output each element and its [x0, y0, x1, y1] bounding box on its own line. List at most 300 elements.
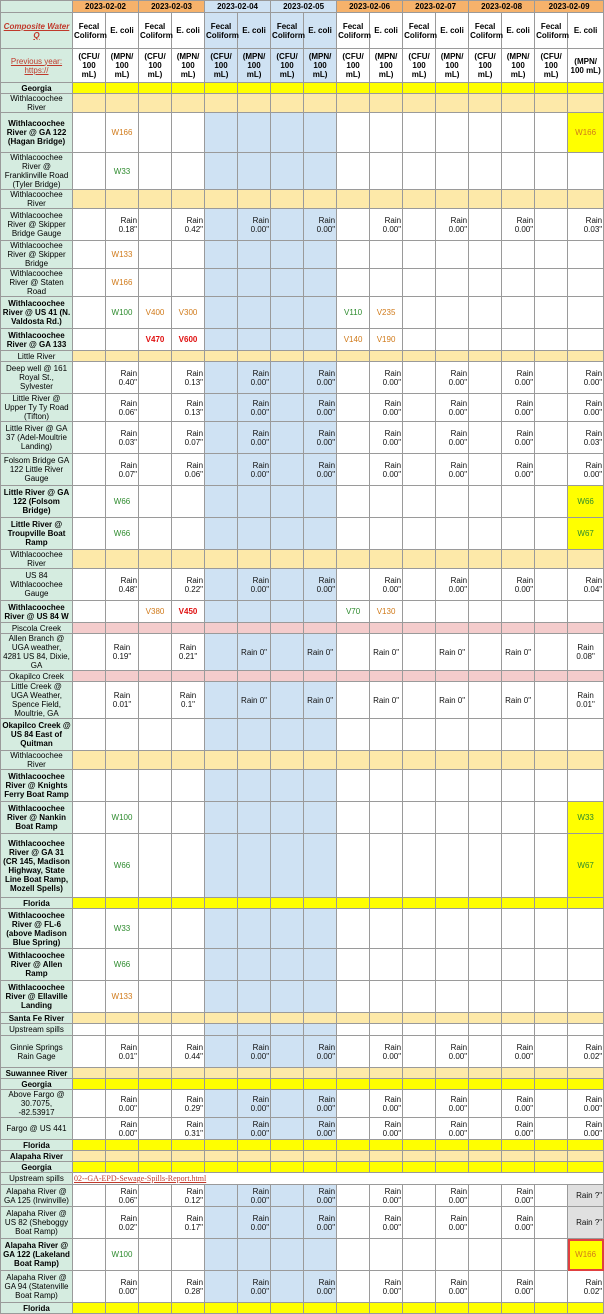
rain-cell[interactable]: Rain 0.00": [304, 1036, 337, 1068]
site-label[interactable]: Okapilco Creek @ US 84 East of Quitman: [1, 719, 73, 751]
data-cell[interactable]: [370, 1013, 403, 1024]
data-cell[interactable]: [205, 351, 238, 362]
data-cell[interactable]: [370, 1068, 403, 1079]
rain-cell[interactable]: Rain 0.00": [238, 362, 271, 394]
rain-cell[interactable]: Rain 0.03": [106, 422, 139, 454]
data-cell[interactable]: [271, 601, 304, 623]
data-cell[interactable]: [238, 1151, 271, 1162]
data-cell[interactable]: [271, 209, 304, 241]
data-cell[interactable]: [403, 671, 436, 682]
rain-cell[interactable]: Rain 0.00": [106, 1090, 139, 1118]
site-label[interactable]: Fargo @ US 441: [1, 1118, 73, 1140]
data-cell[interactable]: [172, 113, 205, 153]
data-cell[interactable]: [139, 1068, 172, 1079]
data-cell[interactable]: [568, 909, 604, 949]
data-cell[interactable]: [271, 981, 304, 1013]
data-cell[interactable]: [73, 422, 106, 454]
site-label[interactable]: Withlacoochee River @ FL-6 (above Madison Blue Spring): [1, 909, 73, 949]
data-cell[interactable]: [469, 671, 502, 682]
data-cell[interactable]: [172, 190, 205, 209]
site-label[interactable]: Allen Branch @ UGA weather, 4281 US 84, Dixie, GA: [1, 634, 73, 671]
data-cell[interactable]: [172, 898, 205, 909]
data-cell[interactable]: [139, 550, 172, 569]
data-cell[interactable]: [139, 209, 172, 241]
data-cell[interactable]: [337, 1271, 370, 1303]
data-cell[interactable]: [304, 190, 337, 209]
data-cell[interactable]: [271, 1151, 304, 1162]
units-header[interactable]: (CFU/ 100 mL): [139, 49, 172, 83]
data-cell[interactable]: [73, 209, 106, 241]
rain-cell[interactable]: Rain 0": [304, 634, 337, 671]
data-cell[interactable]: [403, 981, 436, 1013]
rain-cell[interactable]: Rain 0.00": [502, 362, 535, 394]
measurement-cell[interactable]: W66: [568, 486, 604, 518]
data-cell[interactable]: [73, 550, 106, 569]
previous-year-link[interactable]: [1, 49, 73, 83]
section-label[interactable]: Little River: [1, 351, 73, 362]
data-cell[interactable]: [403, 550, 436, 569]
data-cell[interactable]: [403, 83, 436, 94]
data-cell[interactable]: [205, 1068, 238, 1079]
data-cell[interactable]: [205, 1079, 238, 1090]
rain-cell[interactable]: Rain 0.00": [370, 454, 403, 486]
data-cell[interactable]: [271, 671, 304, 682]
data-cell[interactable]: [535, 362, 568, 394]
data-cell[interactable]: [469, 83, 502, 94]
data-cell[interactable]: [172, 351, 205, 362]
data-cell[interactable]: [469, 1140, 502, 1151]
data-cell[interactable]: [139, 1151, 172, 1162]
data-cell[interactable]: [403, 682, 436, 719]
data-cell[interactable]: [73, 454, 106, 486]
data-cell[interactable]: [139, 153, 172, 190]
data-cell[interactable]: [370, 113, 403, 153]
units-header[interactable]: (MPN/ 100 mL): [304, 49, 337, 83]
data-cell[interactable]: [568, 770, 604, 802]
rain-cell[interactable]: Rain 0.01": [568, 682, 604, 719]
data-cell[interactable]: [502, 1239, 535, 1271]
rain-cell[interactable]: Rain 0.00": [238, 394, 271, 422]
data-cell[interactable]: [469, 190, 502, 209]
date-header[interactable]: 2023-02-03: [139, 1, 205, 13]
data-cell[interactable]: [370, 751, 403, 770]
data-cell[interactable]: [502, 1013, 535, 1024]
data-cell[interactable]: [205, 113, 238, 153]
data-cell[interactable]: [73, 190, 106, 209]
site-label[interactable]: Alapaha River @ GA 94 (Statenville Boat Ramp): [1, 1271, 73, 1303]
site-label[interactable]: Withlacoochee River @ US 41 (N. Valdosta Rd.): [1, 297, 73, 329]
rain-cell[interactable]: Rain 0.00": [502, 454, 535, 486]
rain-cell[interactable]: Rain 0.00": [370, 1207, 403, 1239]
data-cell[interactable]: [502, 351, 535, 362]
data-cell[interactable]: [205, 1118, 238, 1140]
data-cell[interactable]: [469, 486, 502, 518]
data-cell[interactable]: [469, 153, 502, 190]
data-cell[interactable]: [139, 802, 172, 834]
units-header[interactable]: (CFU/ 100 mL): [73, 49, 106, 83]
data-cell[interactable]: [337, 486, 370, 518]
data-cell[interactable]: [337, 94, 370, 113]
data-cell[interactable]: [271, 94, 304, 113]
data-cell[interactable]: [304, 1013, 337, 1024]
measurement-cell[interactable]: V190: [370, 329, 403, 351]
data-cell[interactable]: [304, 719, 337, 751]
data-cell[interactable]: [172, 719, 205, 751]
data-cell[interactable]: [535, 719, 568, 751]
data-cell[interactable]: [73, 1271, 106, 1303]
data-cell[interactable]: [205, 834, 238, 898]
rain-cell[interactable]: Rain 0.00": [568, 1090, 604, 1118]
data-cell[interactable]: [337, 1090, 370, 1118]
data-cell[interactable]: [436, 981, 469, 1013]
data-cell[interactable]: [304, 1162, 337, 1173]
rain-cell[interactable]: Rain 0": [436, 682, 469, 719]
site-label[interactable]: Little River @ Upper Ty Ty Road (Tifton): [1, 394, 73, 422]
rain-cell[interactable]: Rain 0.00": [436, 209, 469, 241]
units-header[interactable]: (MPN/ 100 mL): [502, 49, 535, 83]
data-cell[interactable]: [337, 834, 370, 898]
rain-cell[interactable]: Rain 0.28": [172, 1271, 205, 1303]
data-cell[interactable]: [370, 518, 403, 550]
data-cell[interactable]: [271, 241, 304, 269]
data-cell[interactable]: [238, 834, 271, 898]
rain-cell[interactable]: Rain 0.00": [436, 422, 469, 454]
data-cell[interactable]: [205, 1140, 238, 1151]
data-cell[interactable]: [337, 362, 370, 394]
data-cell[interactable]: [271, 83, 304, 94]
data-cell[interactable]: [139, 1185, 172, 1207]
data-cell[interactable]: [106, 1140, 139, 1151]
data-cell[interactable]: [139, 1118, 172, 1140]
data-cell[interactable]: [469, 834, 502, 898]
data-cell[interactable]: [403, 1079, 436, 1090]
data-cell[interactable]: [238, 190, 271, 209]
data-cell[interactable]: [238, 153, 271, 190]
data-cell[interactable]: [106, 83, 139, 94]
data-cell[interactable]: [271, 1068, 304, 1079]
measurement-cell[interactable]: V380: [139, 601, 172, 623]
data-cell[interactable]: [370, 1239, 403, 1271]
data-cell[interactable]: [535, 671, 568, 682]
data-cell[interactable]: [370, 949, 403, 981]
data-cell[interactable]: [172, 751, 205, 770]
data-cell[interactable]: [139, 83, 172, 94]
rain-cell[interactable]: Rain 0.00": [370, 1090, 403, 1118]
data-cell[interactable]: [139, 719, 172, 751]
data-cell[interactable]: [568, 329, 604, 351]
data-cell[interactable]: [502, 623, 535, 634]
data-cell[interactable]: [535, 422, 568, 454]
rain-cell[interactable]: Rain 0.00": [106, 1271, 139, 1303]
data-cell[interactable]: [73, 770, 106, 802]
data-cell[interactable]: [403, 94, 436, 113]
rain-cell[interactable]: Rain 0.02": [106, 1207, 139, 1239]
data-cell[interactable]: [337, 454, 370, 486]
data-cell[interactable]: [403, 1271, 436, 1303]
data-cell[interactable]: [139, 190, 172, 209]
data-cell[interactable]: [271, 351, 304, 362]
data-cell[interactable]: [403, 1024, 436, 1036]
data-cell[interactable]: [535, 1079, 568, 1090]
data-cell[interactable]: [403, 518, 436, 550]
rain-cell[interactable]: Rain 0.13": [172, 394, 205, 422]
data-cell[interactable]: [205, 550, 238, 569]
data-cell[interactable]: [205, 518, 238, 550]
data-cell[interactable]: [535, 486, 568, 518]
data-cell[interactable]: [469, 770, 502, 802]
data-cell[interactable]: [535, 153, 568, 190]
site-label[interactable]: Little River @ Troupville Boat Ramp: [1, 518, 73, 550]
data-cell[interactable]: [139, 486, 172, 518]
data-cell[interactable]: [469, 909, 502, 949]
data-cell[interactable]: [337, 1303, 370, 1314]
data-cell[interactable]: [205, 898, 238, 909]
data-cell[interactable]: [271, 1140, 304, 1151]
data-cell[interactable]: [502, 1140, 535, 1151]
rain-cell[interactable]: Rain 0.29": [172, 1090, 205, 1118]
data-cell[interactable]: [205, 94, 238, 113]
data-cell[interactable]: [205, 362, 238, 394]
data-cell[interactable]: [436, 486, 469, 518]
data-cell[interactable]: [205, 719, 238, 751]
units-header[interactable]: (MPN/ 100 mL): [370, 49, 403, 83]
data-cell[interactable]: [469, 1151, 502, 1162]
data-cell[interactable]: [436, 751, 469, 770]
data-cell[interactable]: [73, 297, 106, 329]
data-cell[interactable]: [238, 1013, 271, 1024]
data-cell[interactable]: [436, 898, 469, 909]
data-cell[interactable]: [502, 83, 535, 94]
data-cell[interactable]: [304, 1024, 337, 1036]
rain-cell[interactable]: Rain 0.00": [238, 454, 271, 486]
rain-cell[interactable]: Rain 0.00": [238, 1090, 271, 1118]
rain-cell[interactable]: Rain 0.00": [502, 422, 535, 454]
data-cell[interactable]: [205, 394, 238, 422]
data-cell[interactable]: [535, 113, 568, 153]
data-cell[interactable]: [304, 802, 337, 834]
data-cell[interactable]: [502, 190, 535, 209]
data-cell[interactable]: [535, 190, 568, 209]
data-cell[interactable]: [568, 351, 604, 362]
rain-cell[interactable]: Rain 0.00": [304, 569, 337, 601]
data-cell[interactable]: [535, 1303, 568, 1314]
previous-year-text[interactable]: Previous year: https://: [10, 56, 63, 75]
site-label[interactable]: Withlacoochee River @ Skipper Bridge Gauge: [1, 209, 73, 241]
data-cell[interactable]: [337, 113, 370, 153]
data-cell[interactable]: [73, 802, 106, 834]
data-cell[interactable]: [73, 682, 106, 719]
data-cell[interactable]: [304, 94, 337, 113]
data-cell[interactable]: [568, 269, 604, 297]
data-cell[interactable]: [139, 1303, 172, 1314]
rain-cell[interactable]: Rain ?": [568, 1207, 604, 1239]
data-cell[interactable]: [469, 1162, 502, 1173]
measurement-cell[interactable]: W66: [106, 518, 139, 550]
rain-cell[interactable]: Rain 0.31": [172, 1118, 205, 1140]
rain-cell[interactable]: Rain 0.00": [436, 394, 469, 422]
data-cell[interactable]: [304, 751, 337, 770]
data-cell[interactable]: [403, 113, 436, 153]
data-cell[interactable]: [568, 190, 604, 209]
data-cell[interactable]: [535, 1151, 568, 1162]
data-cell[interactable]: [106, 94, 139, 113]
units-header[interactable]: (MPN/ 100 mL): [172, 49, 205, 83]
rain-cell[interactable]: Rain 0.06": [106, 394, 139, 422]
data-cell[interactable]: [271, 550, 304, 569]
data-cell[interactable]: [337, 518, 370, 550]
fecal-coliform-header[interactable]: Fecal Coliform: [535, 13, 568, 49]
data-cell[interactable]: [337, 1024, 370, 1036]
data-cell[interactable]: [139, 898, 172, 909]
data-cell[interactable]: [172, 834, 205, 898]
rain-cell[interactable]: Rain 0.42": [172, 209, 205, 241]
data-cell[interactable]: [304, 898, 337, 909]
data-cell[interactable]: [337, 1140, 370, 1151]
data-cell[interactable]: [337, 209, 370, 241]
data-cell[interactable]: [172, 802, 205, 834]
data-cell[interactable]: [403, 241, 436, 269]
data-cell[interactable]: [469, 981, 502, 1013]
site-label[interactable]: Withlacoochee River @ US 84 W: [1, 601, 73, 623]
data-cell[interactable]: [304, 550, 337, 569]
data-cell[interactable]: [403, 634, 436, 671]
data-cell[interactable]: [73, 834, 106, 898]
data-cell[interactable]: [139, 1090, 172, 1118]
data-cell[interactable]: [535, 623, 568, 634]
data-cell[interactable]: [205, 1090, 238, 1118]
ecoli-header[interactable]: E. coli: [106, 13, 139, 49]
data-cell[interactable]: [469, 351, 502, 362]
data-cell[interactable]: [205, 1239, 238, 1271]
data-cell[interactable]: [535, 1140, 568, 1151]
rain-cell[interactable]: Rain 0.00": [304, 362, 337, 394]
data-cell[interactable]: [403, 601, 436, 623]
data-cell[interactable]: [139, 113, 172, 153]
data-cell[interactable]: [370, 770, 403, 802]
composite-link-text[interactable]: Composite Water Q: [3, 21, 70, 40]
ecoli-header[interactable]: E. coli: [238, 13, 271, 49]
data-cell[interactable]: [238, 719, 271, 751]
data-cell[interactable]: [106, 898, 139, 909]
data-cell[interactable]: [205, 1151, 238, 1162]
data-cell[interactable]: [469, 269, 502, 297]
data-cell[interactable]: [469, 719, 502, 751]
rain-cell[interactable]: Rain 0.00": [370, 1118, 403, 1140]
data-cell[interactable]: [403, 394, 436, 422]
data-cell[interactable]: [568, 153, 604, 190]
data-cell[interactable]: [205, 422, 238, 454]
site-label[interactable]: Withlacoochee River @ Staten Road: [1, 269, 73, 297]
data-cell[interactable]: [304, 486, 337, 518]
site-label[interactable]: Ginnie Springs Rain Gage: [1, 1036, 73, 1068]
data-cell[interactable]: [304, 113, 337, 153]
data-cell[interactable]: [502, 1303, 535, 1314]
date-header[interactable]: 2023-02-07: [403, 1, 469, 13]
rain-cell[interactable]: Rain 0.00": [370, 394, 403, 422]
units-header[interactable]: (MPN/ 100 mL): [436, 49, 469, 83]
data-cell[interactable]: [502, 1162, 535, 1173]
data-cell[interactable]: [370, 898, 403, 909]
rain-cell[interactable]: Rain 0.03": [568, 422, 604, 454]
section-label[interactable]: Piscola Creek: [1, 623, 73, 634]
data-cell[interactable]: [139, 1140, 172, 1151]
data-cell[interactable]: [271, 770, 304, 802]
rain-cell[interactable]: Rain 0.19": [106, 634, 139, 671]
data-cell[interactable]: [304, 623, 337, 634]
data-cell[interactable]: [469, 802, 502, 834]
data-cell[interactable]: [139, 909, 172, 949]
rain-cell[interactable]: Rain 0.00": [568, 394, 604, 422]
data-cell[interactable]: [271, 394, 304, 422]
measurement-cell[interactable]: V235: [370, 297, 403, 329]
data-cell[interactable]: [106, 671, 139, 682]
data-cell[interactable]: [469, 623, 502, 634]
data-cell[interactable]: [403, 1118, 436, 1140]
data-cell[interactable]: [436, 719, 469, 751]
rain-cell[interactable]: Rain 0.00": [502, 1118, 535, 1140]
data-cell[interactable]: [502, 770, 535, 802]
rain-cell[interactable]: Rain 0.00": [436, 1118, 469, 1140]
rain-cell[interactable]: Rain 0.00": [304, 454, 337, 486]
data-cell[interactable]: [403, 486, 436, 518]
data-cell[interactable]: [271, 486, 304, 518]
data-cell[interactable]: [502, 94, 535, 113]
rain-cell[interactable]: Rain 0.44": [172, 1036, 205, 1068]
rain-cell[interactable]: Rain 0": [502, 682, 535, 719]
rain-cell[interactable]: Rain 0.00": [304, 394, 337, 422]
data-cell[interactable]: [535, 1036, 568, 1068]
data-cell[interactable]: [535, 394, 568, 422]
data-cell[interactable]: [502, 297, 535, 329]
rain-cell[interactable]: Rain 0.00": [568, 362, 604, 394]
data-cell[interactable]: [271, 1271, 304, 1303]
data-cell[interactable]: [469, 634, 502, 671]
data-cell[interactable]: [337, 190, 370, 209]
data-cell[interactable]: [172, 153, 205, 190]
data-cell[interactable]: [337, 569, 370, 601]
data-cell[interactable]: [436, 1079, 469, 1090]
measurement-cell[interactable]: W166: [106, 113, 139, 153]
data-cell[interactable]: [469, 422, 502, 454]
data-cell[interactable]: [337, 1068, 370, 1079]
data-cell[interactable]: [238, 1140, 271, 1151]
data-cell[interactable]: [73, 329, 106, 351]
data-cell[interactable]: [172, 550, 205, 569]
data-cell[interactable]: [370, 981, 403, 1013]
data-cell[interactable]: [271, 751, 304, 770]
site-label[interactable]: Above Fargo @ 30.7075, -82.53917: [1, 1090, 73, 1118]
date-header[interactable]: 2023-02-05: [271, 1, 337, 13]
data-cell[interactable]: [370, 94, 403, 113]
data-cell[interactable]: [436, 623, 469, 634]
data-cell[interactable]: [535, 1185, 568, 1207]
data-cell[interactable]: [172, 83, 205, 94]
rain-cell[interactable]: Rain 0.00": [436, 1185, 469, 1207]
data-cell[interactable]: [403, 719, 436, 751]
data-cell[interactable]: [535, 1271, 568, 1303]
data-cell[interactable]: [337, 550, 370, 569]
date-header[interactable]: 2023-02-02: [73, 1, 139, 13]
data-cell[interactable]: [403, 1239, 436, 1271]
section-label[interactable]: Florida: [1, 1140, 73, 1151]
data-cell[interactable]: [469, 1118, 502, 1140]
data-cell[interactable]: [73, 394, 106, 422]
data-cell[interactable]: [172, 671, 205, 682]
section-label[interactable]: Georgia: [1, 1079, 73, 1090]
rain-cell[interactable]: Rain 0.13": [172, 362, 205, 394]
units-header[interactable]: (CFU/ 100 mL): [271, 49, 304, 83]
measurement-cell[interactable]: W133: [106, 981, 139, 1013]
